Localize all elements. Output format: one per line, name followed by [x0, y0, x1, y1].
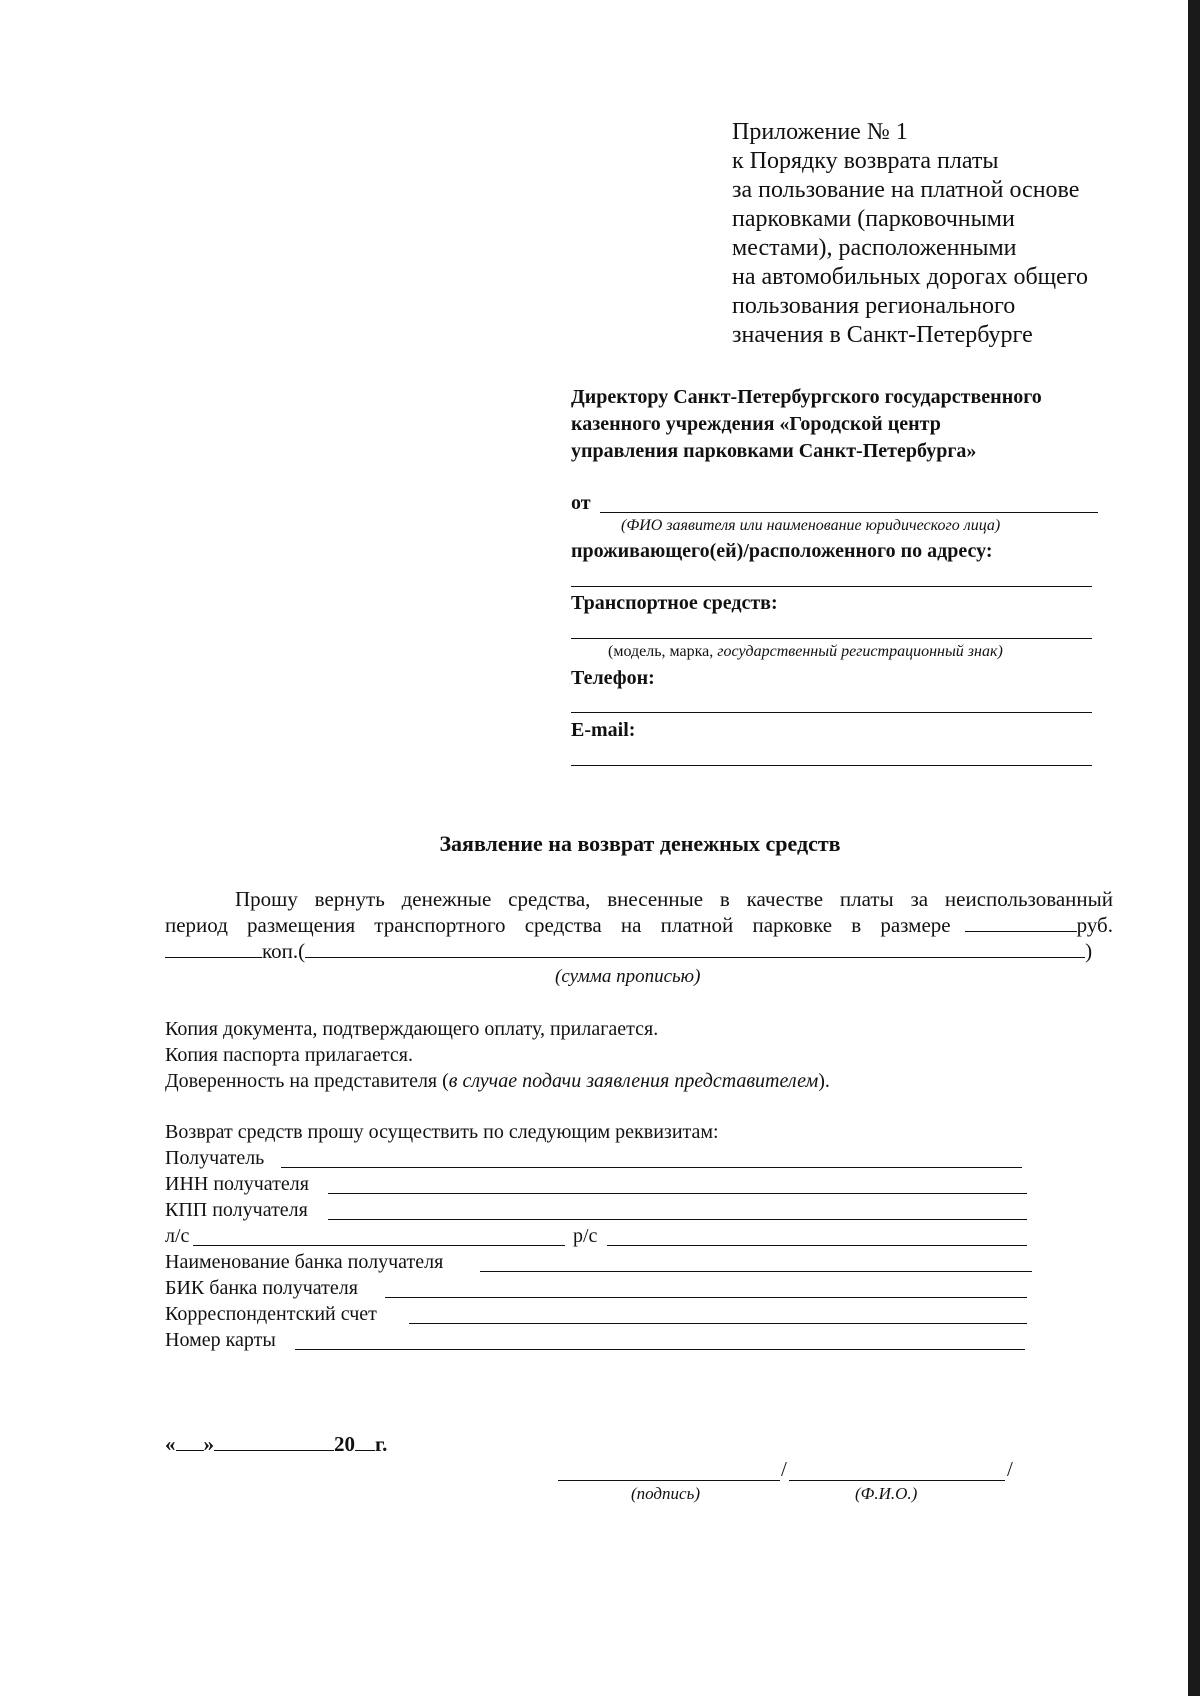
- vehicle-field[interactable]: [571, 638, 1092, 639]
- date-block: [165, 1432, 387, 1457]
- request-line-1: Прошу вернуть денежные средства, внесенные в качестве платы за неиспользованный: [235, 887, 1113, 911]
- appendix-line: парковками (парковочными: [732, 206, 1015, 232]
- date-year-suffix: г.: [375, 1432, 388, 1456]
- attachments-block: [165, 1016, 830, 1094]
- sign-hint: (подпись): [631, 1484, 700, 1503]
- appendix-line: на автомобильных дорогах общего: [732, 264, 1089, 290]
- attachment-line-3-plain: Доверенность на представителя (: [165, 1070, 449, 1092]
- addressee-line: казенного учреждения «Городской центр: [571, 413, 941, 435]
- date-day-field[interactable]: [176, 1434, 204, 1451]
- addressee-block: [571, 384, 1042, 465]
- appendix-line: местами), расположенными: [732, 235, 1017, 261]
- vehicle-label: Транспортное средств:: [571, 592, 778, 614]
- rub-field[interactable]: [965, 913, 1077, 932]
- date-year-field[interactable]: [355, 1434, 375, 1451]
- appendix-line: пользования регионального: [732, 293, 1016, 319]
- bank-name-field[interactable]: [480, 1271, 1032, 1272]
- date-open-quote: «: [165, 1432, 176, 1456]
- fio-field[interactable]: [789, 1480, 1005, 1481]
- address-label: проживающего(ей)/расположенного по адресу:: [571, 540, 993, 562]
- kop-field[interactable]: [165, 939, 262, 958]
- attachment-line-2: Копия паспорта прилагается.: [165, 1044, 413, 1066]
- addressee-line: Директору Санкт-Петербургского государственного: [571, 386, 1042, 408]
- card-number-label: Номер карты: [165, 1329, 276, 1351]
- date-close-quote: »: [203, 1432, 214, 1456]
- sum-hint: (сумма прописью): [555, 966, 701, 987]
- inn-label: ИНН получателя: [165, 1173, 309, 1195]
- sum-words-field[interactable]: [305, 939, 1085, 958]
- from-field[interactable]: [600, 512, 1098, 513]
- rs-label: р/с: [573, 1225, 598, 1247]
- ls-field[interactable]: [193, 1245, 565, 1246]
- bik-label: БИК банка получателя: [165, 1277, 358, 1299]
- document-title: Заявление на возврат денежных средств: [439, 831, 841, 856]
- date-year-prefix: 20: [334, 1432, 355, 1456]
- vehicle-hint-italic: государственный регистрационный знак): [717, 643, 1003, 660]
- corr-account-label: Корреспондентский счет: [165, 1303, 377, 1325]
- rs-field[interactable]: [607, 1245, 1027, 1246]
- recipient-label: Получатель: [165, 1147, 265, 1169]
- request-line-2: [165, 912, 1113, 938]
- appendix-line: к Порядку возврата платы: [732, 148, 999, 174]
- kpp-label: КПП получателя: [165, 1199, 308, 1221]
- bik-field[interactable]: [385, 1297, 1027, 1298]
- appendix-line: значения в Санкт-Петербурге: [732, 322, 1033, 348]
- attachment-line-3-end: ).: [818, 1070, 830, 1092]
- signature-slash-2: /: [1007, 1457, 1013, 1481]
- close-paren: ): [1085, 939, 1093, 963]
- attachment-line-3-italic: в случае подачи заявления представителем: [448, 1070, 819, 1092]
- signature-field[interactable]: [558, 1480, 780, 1481]
- appendix-block: [732, 118, 1088, 350]
- requisites-intro: Возврат средств прошу осуществить по следующим реквизитам:: [165, 1121, 719, 1143]
- attachment-line-1: Копия документа, подтверждающего оплату, прилагается.: [165, 1018, 659, 1040]
- rub-label: руб.: [1076, 913, 1113, 937]
- phone-label: Телефон:: [571, 667, 655, 689]
- kop-label: коп.(: [262, 939, 306, 963]
- email-label: E-mail:: [571, 719, 636, 741]
- address-field[interactable]: [571, 586, 1092, 587]
- bank-name-label: Наименование банка получателя: [165, 1251, 444, 1273]
- vehicle-hint: [608, 643, 1003, 661]
- phone-field[interactable]: [571, 712, 1092, 713]
- corr-account-field[interactable]: [409, 1323, 1027, 1324]
- appendix-line: за пользование на платной основе: [732, 177, 1080, 203]
- appendix-line: Приложение № 1: [732, 119, 908, 145]
- request-paragraph: [165, 886, 1113, 964]
- email-field[interactable]: [571, 765, 1092, 766]
- from-label: от: [571, 492, 591, 514]
- addressee-line: управления парковками Санкт-Петербурга»: [571, 440, 977, 462]
- request-line-2-text: период размещения транспортного средства на платной парковке в размере: [165, 913, 951, 937]
- ls-label: л/с: [165, 1225, 190, 1247]
- signature-slash-1: /: [781, 1457, 787, 1481]
- inn-field[interactable]: [328, 1193, 1027, 1194]
- recipient-field[interactable]: [281, 1167, 1022, 1168]
- vehicle-hint-plain: (модель, марка,: [608, 643, 718, 660]
- attachment-line-3: [165, 1068, 830, 1094]
- fio-hint: (Ф.И.О.): [855, 1484, 918, 1503]
- from-hint: (ФИО заявителя или наименование юридического лица): [621, 517, 1001, 534]
- card-number-field[interactable]: [295, 1349, 1025, 1350]
- request-line-3: [165, 938, 1113, 964]
- date-month-field[interactable]: [214, 1434, 334, 1451]
- kpp-field[interactable]: [328, 1219, 1027, 1220]
